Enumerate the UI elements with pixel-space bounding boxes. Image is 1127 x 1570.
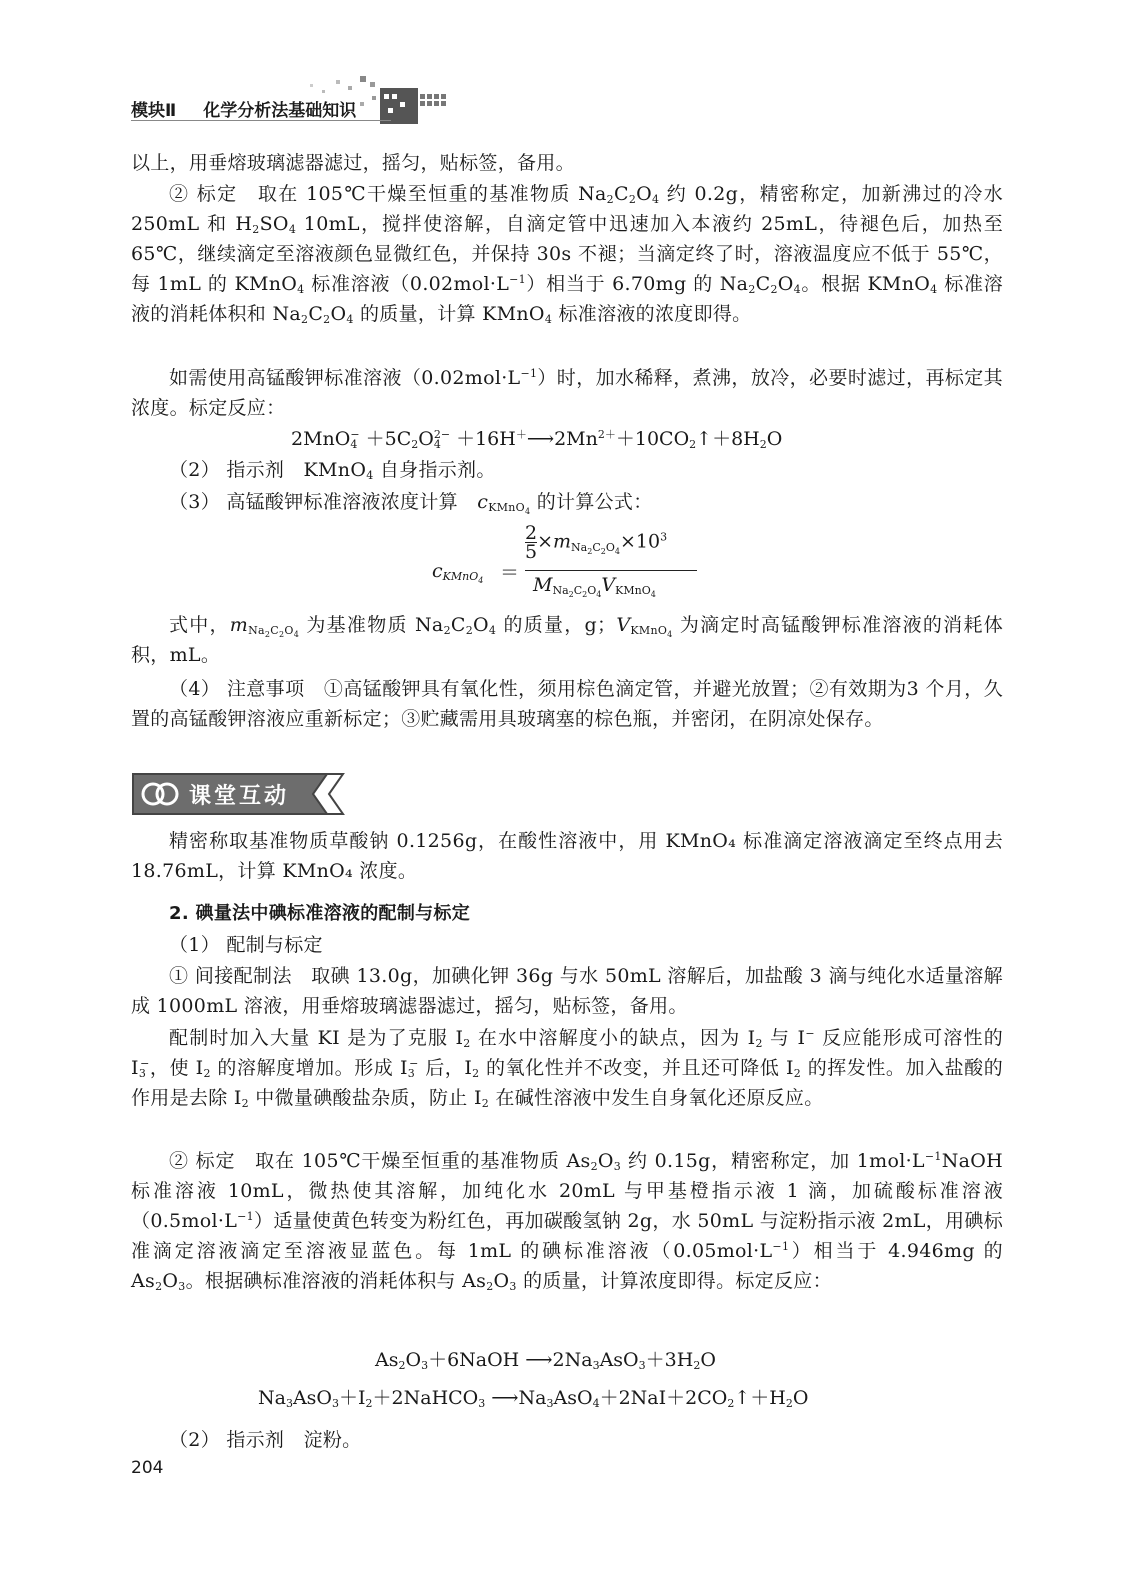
paragraph-indirect-prep: ① 间接配制法 取碘 13.0g，加碘化钾 36g 与水 50mL 溶解后，加盐酸 3 滴与纯化水适量溶解成 1000mL 溶液，用垂熔玻璃滤器滤过，摇匀，贴标签，备用。 bbox=[131, 965, 1003, 1017]
calc-formula-intro: （3） 高锰酸钾标准溶液浓度计算 $c_{KMnO_4}$ 的计算公式： bbox=[169, 491, 653, 516]
equation-as2o3-naoh: $As_2O_3+6NaOH$ $⟶2Na_3AsO_3+3H_2O$ bbox=[375, 1349, 716, 1372]
paragraph-kmno4-calibration: ② 标定 取在 105℃干燥至恒重的基准物质 $Na_2C_2O_4$ 约 0.2g，精密称定，加新沸过的冷水 250mL 和 $H_2SO_4$ 10mL，搅拌使溶解，自滴定管中迅速加入本液约 25mL，待褪色后，加热至 65℃，继续滴定至溶液颜色显微红色，并保持 30s 不褪；当滴定终了时，溶液温度应不低于 55℃，每 1mL 的 KMnO$_4$ 标准溶液$(0.02mol\cdot L^{-1})$相当于 6.70mg 的 $Na_2C_2O_4$。根据 KMnO$_4$ 标准溶液的消耗体积和 $Na_2C_2O_4$ 的质量，计算 KMnO$_4$ 标准溶液的浓度即得。 bbox=[131, 183, 1003, 326]
interaction-banner bbox=[131, 770, 351, 818]
module-title: 化学分析法基础知识 bbox=[203, 101, 357, 121]
paragraph-notice: （4） 注意事项 ①高锰酸钾具有氧化性，须用棕色滴定管，并避光放置；②有效期为3 个月，久置的高锰酸钾溶液应重新标定；③贮藏需用具玻璃塞的棕色瓶，并密闭，在阴凉处保存。 bbox=[131, 678, 1003, 730]
paragraph-continuation: 以上，用垂熔玻璃滤器滤过，摇匀，贴标签，备用。 bbox=[131, 152, 575, 174]
exercise-text: 精密称取基准物质草酸钠 0.1256g，在酸性溶液中，用 KMnO₄ 标准滴定溶液滴定至终点用去 18.76mL，计算 KMnO₄ 浓度。 bbox=[131, 830, 1003, 882]
equation-kmno4-reaction: $2MnO_4^- +5C_2O_4^{2-}$ $+16H^+⟶2Mn^{2+}+10CO_2↑+8H_2O$ bbox=[291, 428, 783, 451]
formula-concentration: $c_{KMnO_4}$ ＝ 2 $5\times m_{Na_2C_2O_4}\times 10^3$ $M_{Na_2C_2O_4}V_{KMnO_4}$ bbox=[430, 520, 720, 610]
banner-title: 课堂互动 bbox=[189, 784, 290, 809]
indicator-kmno4: （2） 指示剂 KMnO$_4$ 自身指示剂。 bbox=[169, 459, 496, 482]
paragraph-dilution: 如需使用高锰酸钾标准溶液$(0.02mol\cdot L^{-1})$时，加水稀释，煮沸，放冷，必要时滤过，再标定其浓度。标定反应： bbox=[131, 367, 1003, 419]
page-number: 204 bbox=[131, 1458, 164, 1478]
module-label: 模块Ⅱ bbox=[131, 101, 177, 121]
header-pixel-decoration bbox=[300, 66, 450, 126]
formula-where: 式中，$m_{Na_2C_2O_4}$ 为基准物质 $Na_2C_2O_4$ 的质量，g；$V_{KMnO_4}$ 为滴定时高锰酸钾标准溶液的消耗体积，mL。 bbox=[131, 614, 1004, 666]
paragraph-ki-explain: 配制时加入大量 KI 是为了克服 $I_2$ 在水中溶解度小的缺点，因为 $I_2$ 与 I− 反应能形成可溶性的 $I_3^-$，使 $I_2$ 的溶解度增加。形成 $I_3^-$ 后，$I_2$ 的氧化性并不改变，并且还可降低 $I_2$ 的挥发性。加入盐酸的作用是去除 $I_2$ 中微量碘酸盐杂质，防止 $I_2$ 在碱性溶液中发生自身氧化还原反应。 bbox=[131, 1027, 1004, 1110]
paragraph-iodine-calibration: ② 标定 取在 105℃干燥至恒重的基准物质 $As_2O_3$ 约 0.15g，精密称定，加 $1mol\cdot L^{-1}NaOH$ 标准溶液 10mL，微热使其溶解，加纯化水 20mL 与甲基橙指示液 1 滴，加硫酸标准溶液$(0.5mol\cdot L^{-1})$适量使黄色转变为粉红色，再加碳酸氢钠 2g，水 50mL 与淀粉指示液 2mL，用碘标准滴定溶液滴定至溶液显蓝色。每 1mL 的碘标准溶液$(0.05mol\cdot L^{-1})$相当于 4.946mg 的 $As_2O_3$。根据碘标准溶液的消耗体积与 $As_2O_3$ 的质量，计算浓度即得。标定反应： bbox=[131, 1150, 1003, 1293]
subheading-prep: （1） 配制与标定 bbox=[169, 934, 323, 956]
header-rule bbox=[131, 120, 391, 121]
section-heading-iodine: 2. 碘量法中碘标准溶液的配制与标定 bbox=[169, 903, 471, 924]
equation-arsenite-iodine: $Na_3AsO_3+I_2+2NaHCO_3$ $⟶Na_3AsO_4+2NaI+2CO_2↑+H_2O$ bbox=[258, 1387, 809, 1410]
indicator-starch: （2） 指示剂 淀粉。 bbox=[169, 1429, 362, 1451]
